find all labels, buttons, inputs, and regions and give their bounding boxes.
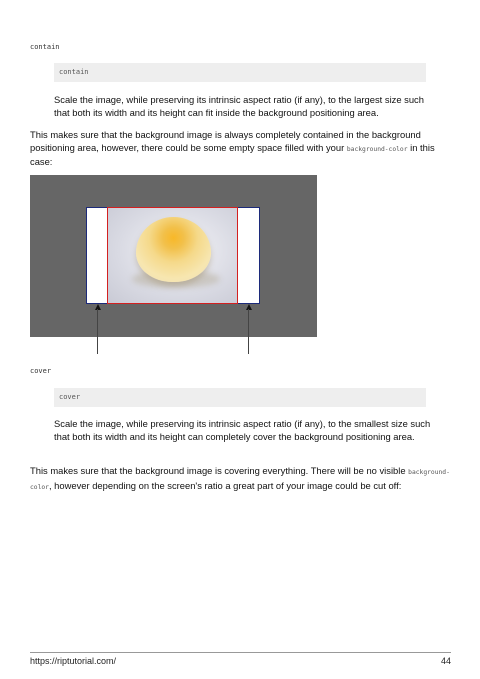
right-arrow-line [248,309,249,354]
term-contain: contain [30,43,60,51]
paragraph-cover [30,465,450,494]
code-block-cover: cover [54,388,426,407]
contained-image [107,207,238,304]
paragraph-contain-text-2: in this case: [30,141,435,168]
inline-code-background-color: background-color [346,145,408,153]
right-arrowhead [246,304,252,310]
paragraph-cover-text-1: This makes sure that the background image is covering everything. There will be no visible [30,465,406,476]
egg-image [136,217,211,282]
paragraph-contain-text-1: This makes sure that the background image is always completely contained in the background positioning area, however, there could be some empty space filled with your [30,129,421,153]
description-contain: Scale the image, while preserving its intrinsic aspect ratio (if any), to the largest size such that both its width and its height can fit inside the background positioning area. [54,94,424,118]
footer-divider [30,652,451,653]
left-arrowhead [95,304,101,310]
term-cover: cover [30,367,52,375]
inline-code-background-color-cover: background-color [30,469,450,491]
paragraph-cover-text-2: , however depending on the screen's ratio a great part of your image could be cut off: [48,479,402,491]
page-number: 44 [440,656,451,666]
description-cover: Scale the image, while preserving its intrinsic aspect ratio (if any), to the smallest size such that both its width and its height can completely cover the background positioning area. [54,418,431,442]
left-arrow-line [97,309,98,354]
contain-illustration [30,175,317,337]
code-block-contain: contain [54,63,426,82]
paragraph-contain [30,129,450,169]
footer-url: https://riptutorial.com/ [30,656,117,666]
